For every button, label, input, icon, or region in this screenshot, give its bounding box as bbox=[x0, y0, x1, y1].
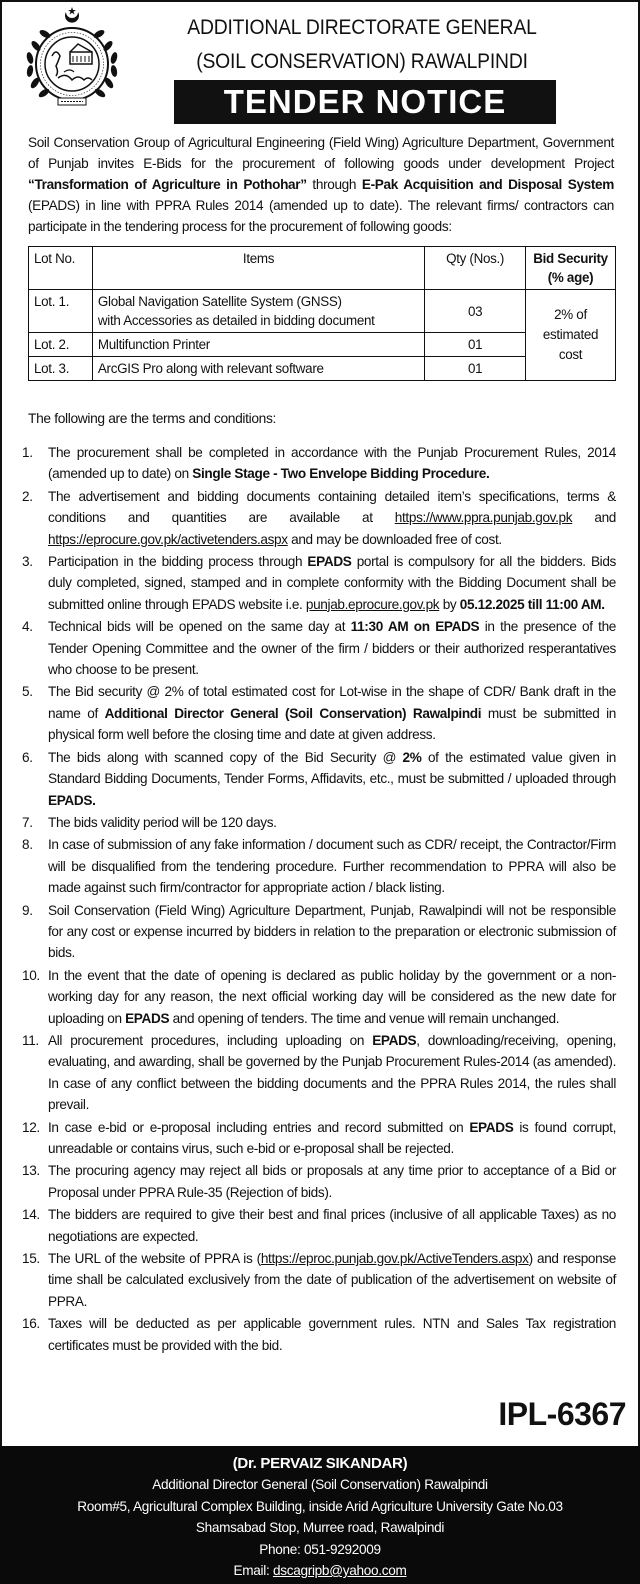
term-text: All procurement procedures, including uploading on bbox=[48, 1032, 373, 1048]
epads-label: EPADS. bbox=[48, 792, 96, 808]
email-link[interactable]: dscagripb@yahoo.com bbox=[272, 1563, 407, 1578]
term-text: In case e-bid or e-proposal including entries and record submitted on bbox=[48, 1119, 470, 1135]
term-text: and may be downloaded free of cost. bbox=[287, 531, 502, 547]
term-item bbox=[22, 1204, 616, 1247]
term-text: The advertisement and bidding documents containing detailed item’s specifications, terms & conditions and quantities are available at bbox=[48, 488, 616, 526]
lot-qty: 03 bbox=[425, 290, 526, 333]
term-item bbox=[22, 616, 616, 680]
terms-list bbox=[22, 442, 616, 1356]
term-item bbox=[22, 681, 616, 745]
term-item bbox=[22, 486, 616, 550]
intro-text: (EPADS) in line with PPRA Rules 2014 (amended up to date). The relevant firms/ contractors can participate in the tendering process for the procurement of following goods: bbox=[28, 198, 614, 234]
lot-number: Lot. 2. bbox=[29, 333, 93, 357]
term-number: 2. bbox=[22, 488, 33, 504]
bidding-procedure: Single Stage - Two Envelope Bidding Procedure. bbox=[192, 466, 490, 482]
opening-time: 11:30 AM on EPADS bbox=[350, 619, 480, 635]
term-text: ) and response time shall be calculated exclusively from the date of publication of the advertisement on website of PPRA. bbox=[48, 1251, 616, 1309]
ppra-punjab-link[interactable]: https://www.ppra.punjab.gov.pk bbox=[394, 510, 573, 526]
term-item bbox=[22, 1117, 616, 1160]
term-item bbox=[22, 551, 616, 615]
term-text: The bids validity period will be 120 days. bbox=[48, 814, 277, 830]
lot-number: Lot. 1. bbox=[29, 290, 93, 333]
term-text: In case of submission of any fake information / document such as CDR/ receipt, the Contractor/Firm will be disqualified from the tendering procedure. Further recommendation to PPRA will also be made against such firm/contractor for appropriate action / black listing. bbox=[48, 837, 616, 896]
term-text: The bids along with scanned copy of the Bid Security @ bbox=[48, 749, 403, 765]
term-item bbox=[22, 747, 616, 811]
term-text: The bidders are required to give their best and final prices (inclusive of all applicable Taxes) as no negotiations are expected. bbox=[48, 1207, 616, 1244]
epads-label: EPADS bbox=[307, 554, 352, 570]
item-line: Global Navigation Satellite System (GNSS) bbox=[97, 294, 342, 309]
intro-paragraph bbox=[28, 132, 614, 237]
address-line-1: Room#5, Agricultural Complex Building, inside Arid Agriculture University Gate No.03 bbox=[77, 1498, 563, 1514]
term-text: and opening of tenders. The time and venue will remain unchanged. bbox=[169, 1010, 560, 1026]
header-bid-security: Bid Security (% age) bbox=[526, 247, 616, 290]
term-item bbox=[22, 1160, 616, 1203]
bid-security-value: 2% of estimated cost bbox=[526, 290, 616, 381]
term-text: The procurement shall be completed in accordance with the Punjab Procurement Rules, 2014 (amended up to date) on bbox=[48, 445, 616, 482]
term-text: The URL of the website of PPRA is ( bbox=[48, 1251, 261, 1267]
reference-code: IPL-6367 bbox=[498, 1396, 626, 1432]
eprocure-active-tenders-link[interactable]: https://eprocure.gov.pk/activetenders.aspx bbox=[48, 531, 288, 547]
system-name: E-Pak Acquisition and Disposal System bbox=[361, 177, 614, 192]
term-text: The Bid security @ 2% of total estimated cost for Lot-wise in the shape of CDR/ Bank draft in the name of bbox=[48, 684, 616, 721]
term-item bbox=[22, 1030, 616, 1116]
term-text: , downloading/receiving, opening, evaluating, and awarding, shall be governed by the Punjab Procurement Rules-2014 (as amended). In case of any conflict between the bidding documents and the PPRA Rules 2014, the rules shall prevail. bbox=[48, 1032, 616, 1113]
signature-footer bbox=[0, 1446, 640, 1584]
term-number: 15. bbox=[22, 1251, 40, 1267]
epads-label: EPADS bbox=[372, 1032, 417, 1048]
term-item bbox=[22, 900, 616, 964]
term-text: In the event that the date of opening is declared as public holiday by the government or a non-working day for any reason, the next official working day will be considered as the new date for uploading on bbox=[48, 967, 616, 1026]
term-text: must be submitted in physical form well before the closing time and date at given address. bbox=[48, 705, 616, 743]
phone-number: Phone: 051-9292009 bbox=[259, 1541, 381, 1557]
lot-item bbox=[92, 290, 424, 333]
epads-label: EPADS bbox=[469, 1119, 514, 1135]
term-text: Taxes will be deducted as per applicable government rules. NTN and Sales Tax registration certificates must be provided with the bid. bbox=[48, 1316, 616, 1353]
table-row bbox=[29, 290, 616, 333]
term-number: 3. bbox=[22, 554, 33, 570]
signatory-designation: Additional Director General (Soil Conservation) Rawalpindi bbox=[152, 1477, 488, 1492]
term-item bbox=[22, 1248, 616, 1312]
item-line: with Accessories as detailed in bidding document bbox=[97, 313, 375, 328]
punjab-emblem-icon bbox=[20, 6, 124, 112]
term-item bbox=[22, 834, 616, 898]
term-number: 9. bbox=[22, 902, 33, 918]
term-text: Soil Conservation (Field Wing) Agriculture Department, Punjab, Rawalpindi will not be responsible for any cost or expense incurred by bidders in relation to the preparation or electronic submission of bids. bbox=[48, 902, 616, 961]
epads-label: EPADS bbox=[125, 1010, 170, 1026]
term-number: 10. bbox=[22, 967, 40, 983]
term-number: 11. bbox=[22, 1032, 39, 1048]
email-row bbox=[0, 1560, 640, 1582]
term-text: Technical bids will be opened on the same day at bbox=[48, 619, 351, 635]
terms-heading: The following are the terms and conditions: bbox=[28, 411, 277, 426]
punjab-eprocure-link[interactable]: punjab.eprocure.gov.pk bbox=[305, 596, 440, 612]
notice-header bbox=[2, 2, 638, 124]
term-text: is found corrupt, unreadable or contains virus, such e-bid or e-proposal shall be rejected. bbox=[48, 1119, 616, 1156]
term-text: and bbox=[572, 510, 617, 526]
organization-subtitle: (SOIL CONSERVATION) RAWALPINDI bbox=[196, 50, 528, 73]
lot-item: Multifunction Printer bbox=[92, 333, 424, 357]
lots-table bbox=[28, 246, 616, 381]
term-number: 6. bbox=[22, 749, 33, 765]
project-name: “Transformation of Agriculture in Pothohar” bbox=[28, 177, 307, 192]
term-item bbox=[22, 1313, 616, 1356]
term-text: in the presence of the Tender Opening Committee and the owner of the firm / bidders or their authorized resperantatives who choose to be present. bbox=[48, 619, 617, 678]
term-number: 5. bbox=[22, 684, 33, 700]
term-number: 1. bbox=[22, 445, 33, 460]
header-lot-no: Lot No. bbox=[29, 247, 93, 290]
term-number: 4. bbox=[22, 619, 33, 635]
lot-item: ArcGIS Pro along with relevant software bbox=[92, 357, 424, 381]
term-text: The procuring agency may reject all bids or proposals at any time prior to acceptance of a Bid or Proposal under PPRA Rule-35 (Rejection of bids). bbox=[48, 1163, 616, 1200]
term-text: by bbox=[439, 596, 460, 612]
term-number: 13. bbox=[22, 1163, 40, 1179]
organization-name: ADDITIONAL DIRECTORATE GENERAL bbox=[187, 16, 537, 39]
ppra-active-tenders-link[interactable]: https://eproc.punjab.gov.pk/ActiveTenders.aspx bbox=[260, 1251, 529, 1267]
term-text: Participation in the bidding process through bbox=[48, 554, 308, 570]
term-number: 16. bbox=[22, 1316, 40, 1332]
term-text: of the estimated value given in Standard Bidding Documents, Tender Forms, Affidavits, etc., must be submitted / uploaded through bbox=[48, 749, 616, 787]
lot-qty: 01 bbox=[425, 357, 526, 381]
lot-number: Lot. 3. bbox=[29, 357, 93, 381]
signatory-name: (Dr. PERVAIZ SIKANDAR) bbox=[232, 1455, 408, 1472]
lot-qty: 01 bbox=[425, 333, 526, 357]
term-number: 7. bbox=[22, 814, 33, 830]
payee-name: Additional Director General (Soil Conservation) Rawalpindi bbox=[104, 705, 482, 721]
table-header-row bbox=[29, 247, 616, 290]
term-text: portal is compulsory for all the bidders. Bids duly completed, signed, stamped and in complete conformity with the Bidding Document shall be submitted online through EPADS website i.e. bbox=[48, 554, 616, 612]
header-items: Items bbox=[92, 247, 424, 290]
bid-security-percent: 2% bbox=[402, 749, 422, 765]
address-line-2: Shamsabad Stop, Murree road, Rawalpindi bbox=[195, 1520, 445, 1535]
notice-title: TENDER NOTICE bbox=[174, 80, 556, 124]
header-qty: Qty (Nos.) bbox=[425, 247, 526, 290]
term-item bbox=[22, 965, 616, 1029]
term-number: 12. bbox=[22, 1119, 40, 1135]
intro-text: through bbox=[306, 177, 362, 192]
intro-text: Soil Conservation Group of Agricultural Engineering (Field Wing) Agriculture Department, Government of Punjab invites E-Bids for the procurement of following goods under development Project bbox=[28, 135, 614, 171]
term-item bbox=[22, 812, 616, 833]
term-item bbox=[22, 442, 616, 485]
email-label: Email: bbox=[233, 1563, 273, 1578]
term-number: 8. bbox=[22, 837, 33, 853]
term-number: 14. bbox=[22, 1207, 40, 1223]
submission-deadline: 05.12.2025 till 11:00 AM. bbox=[459, 596, 605, 612]
